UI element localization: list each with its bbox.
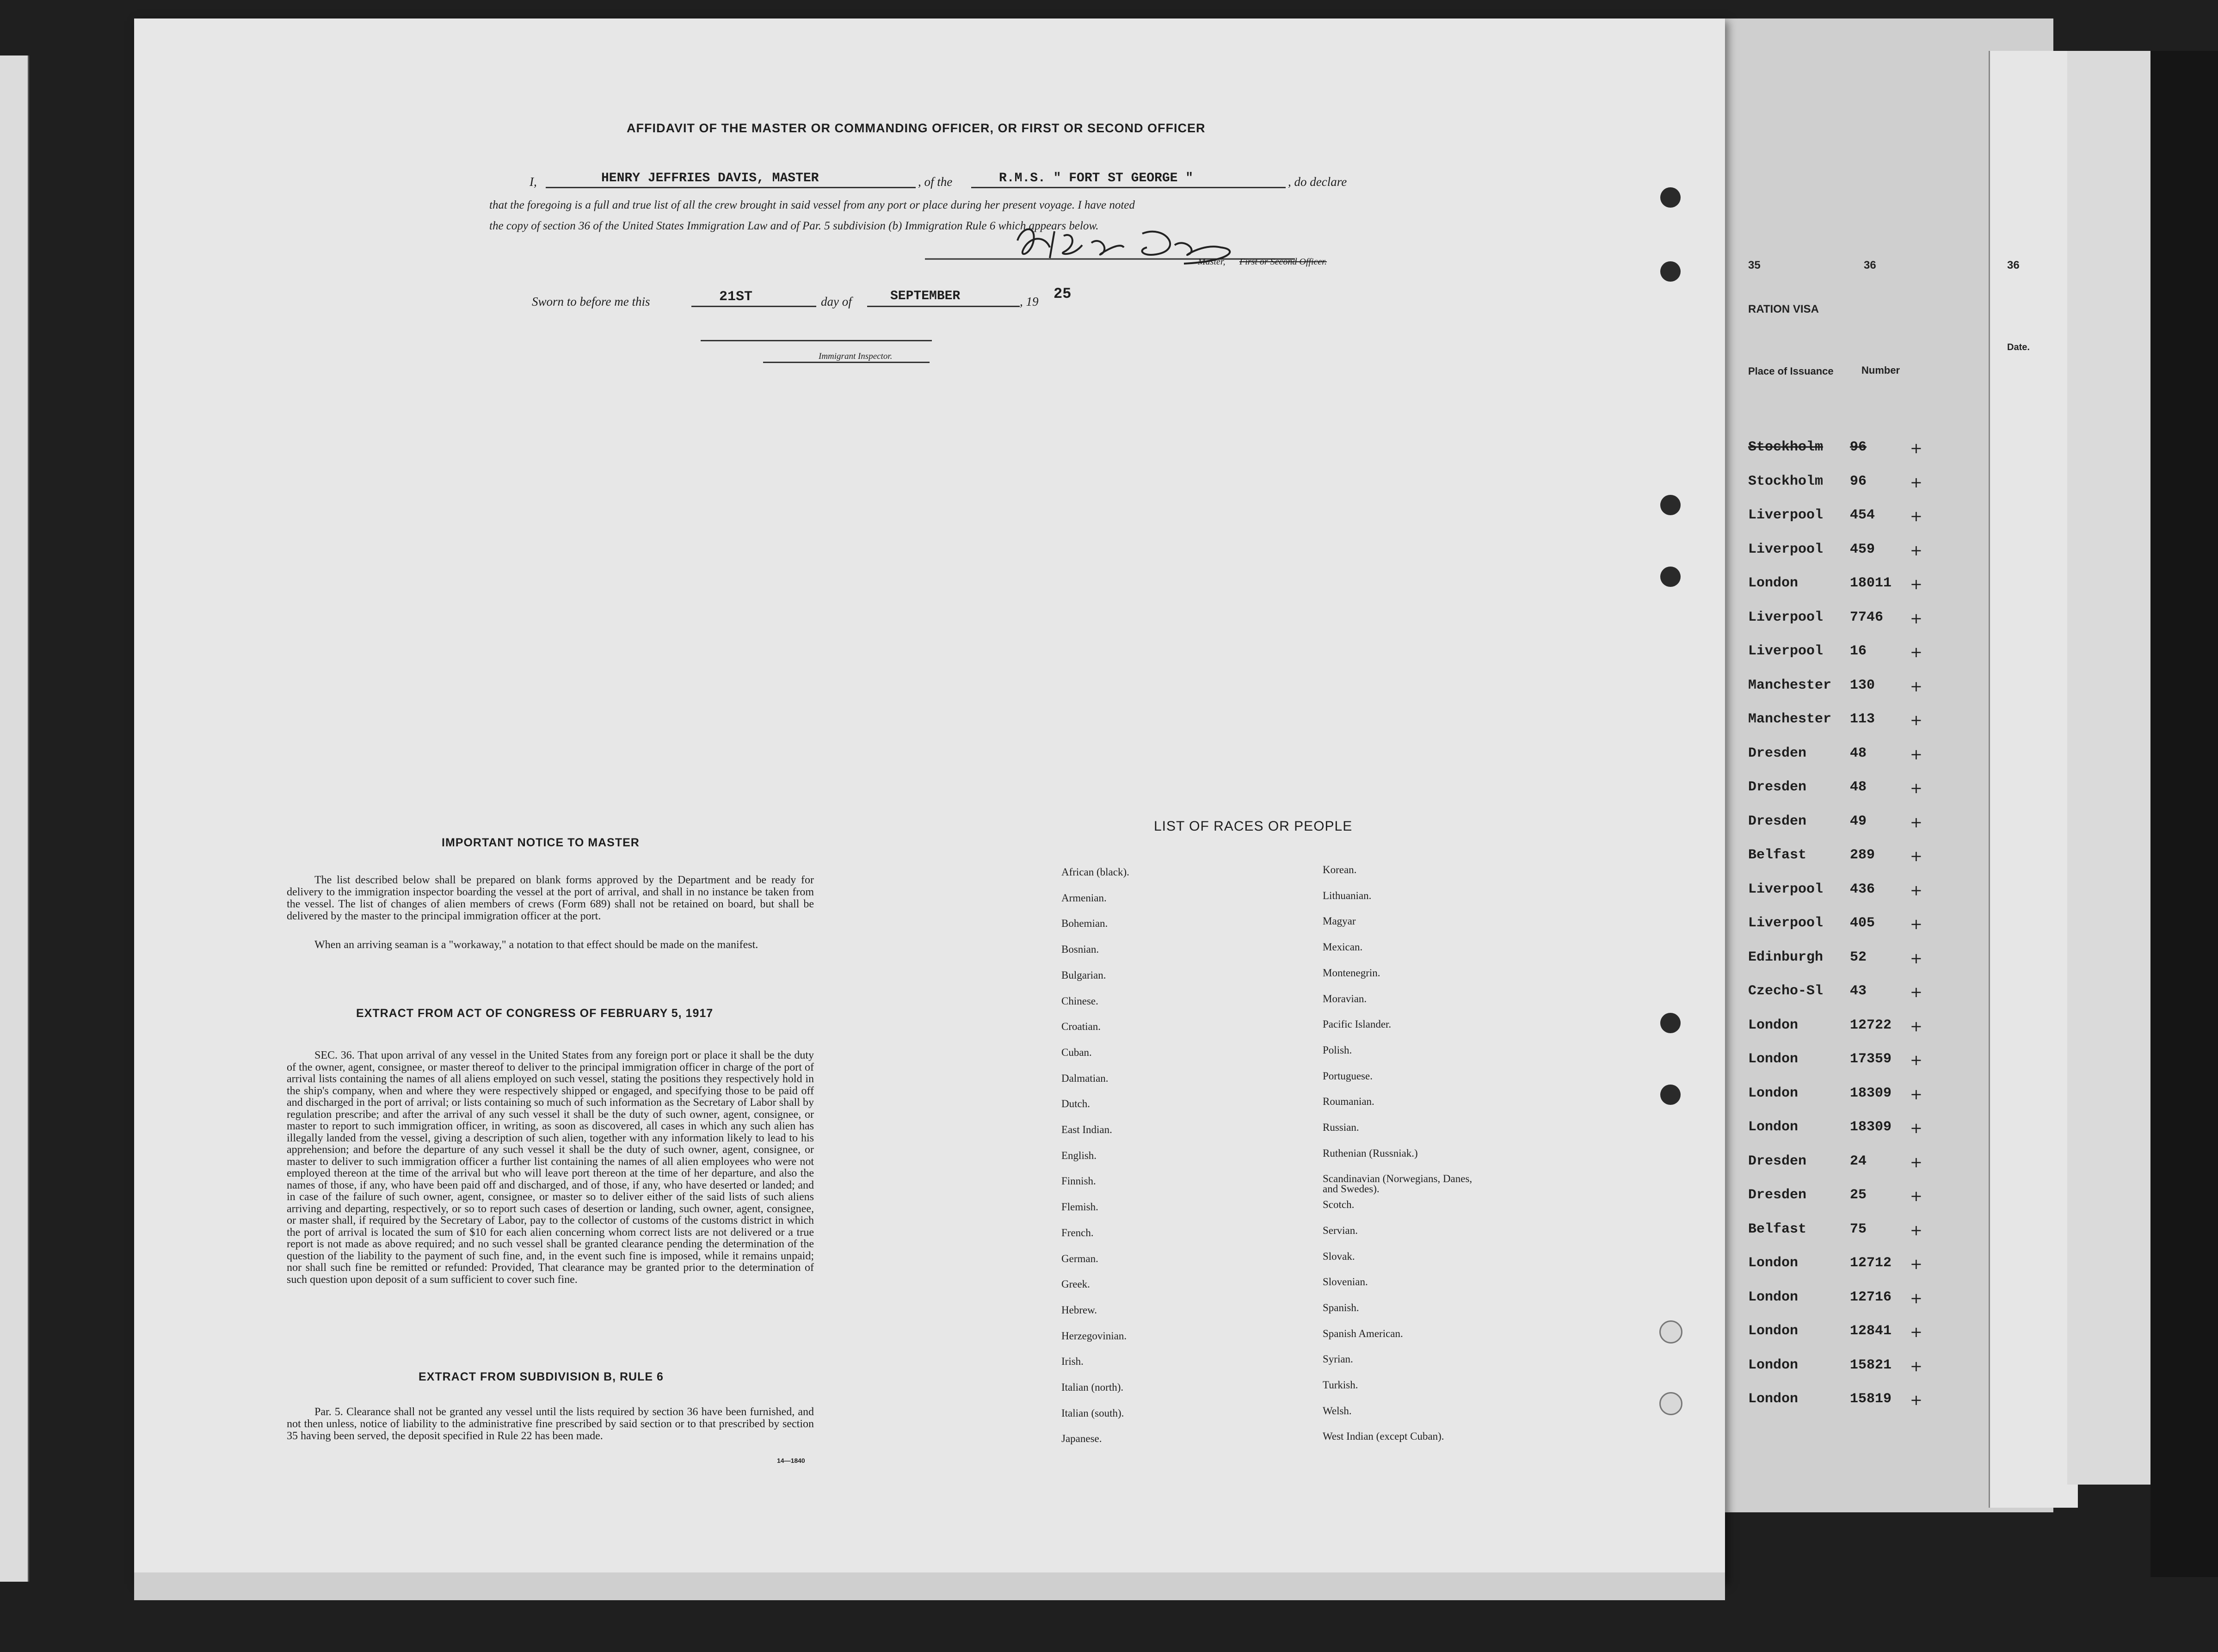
check-mark-icon: + — [1910, 1323, 1922, 1341]
races-left-column — [1061, 867, 1293, 1515]
visa-number: 17359 — [1850, 1051, 1892, 1067]
check-mark-icon: + — [1910, 1357, 1922, 1375]
race-item: Welsh. — [1323, 1405, 1352, 1417]
visa-number: 436 — [1850, 881, 1875, 897]
visa-number: 24 — [1850, 1153, 1867, 1169]
race-item: Ruthenian (Russniak.) — [1323, 1147, 1418, 1159]
place-of-issuance: London — [1748, 1119, 1799, 1135]
check-mark-icon: + — [1910, 1119, 1922, 1137]
sworn-label: Sworn to before me this — [532, 295, 650, 308]
check-mark-icon: + — [1910, 439, 1922, 457]
column-number-35: 35 — [1748, 259, 1761, 271]
visa-number: 96 — [1850, 473, 1867, 489]
manifest-row — [1711, 847, 1998, 875]
check-mark-icon: + — [1910, 507, 1922, 525]
notice-paragraph-2: When an arriving seaman is a "workaway," a notation to that effect should be made on the manifest. — [314, 939, 758, 951]
check-mark-icon: + — [1910, 881, 1922, 899]
place-of-issuance: Liverpool — [1748, 507, 1824, 523]
check-mark-icon: + — [1910, 779, 1922, 797]
manifest-row — [1711, 474, 1998, 501]
race-item: Turkish. — [1323, 1379, 1358, 1391]
vessel-value: R.M.S. " FORT ST GEORGE " — [999, 171, 1194, 185]
i-label: I, — [530, 175, 537, 189]
affidavit-line-2: that the foregoing is a full and true list of all the crew brought in said vessel from any port or place during her present voyage. I have noted — [489, 199, 1135, 211]
check-mark-icon: + — [1910, 1221, 1922, 1239]
extract-rule-text: Par. 5. Clearance shall not be granted any vessel until the lists required by section 36 have been furnished, and not then unless, notice of liability to the administrative fine prescribed by said section or to that prescribed by section 35 having been served, the deposit specified in Rule 22 has been made. — [287, 1406, 814, 1442]
race-item: Chinese. — [1061, 995, 1098, 1007]
manifest-row — [1711, 610, 1998, 637]
form-number: 14—1840 — [777, 1457, 805, 1464]
place-of-issuance: Edinburgh — [1748, 949, 1824, 965]
manifest-row — [1711, 983, 1998, 1011]
date-header: Date. — [2007, 342, 2030, 352]
place-of-issuance: London — [1748, 1357, 1799, 1373]
check-mark-icon: + — [1910, 1153, 1922, 1171]
check-mark-icon: + — [1910, 1391, 1922, 1409]
check-mark-icon: + — [1910, 1085, 1922, 1103]
place-of-issuance: London — [1748, 1255, 1799, 1271]
place-of-issuance: London — [1748, 1017, 1799, 1033]
punch-hole-icon — [1660, 1085, 1681, 1105]
manifest-row — [1711, 1255, 1998, 1283]
year-value: 25 — [1054, 285, 1072, 302]
manifest-row — [1711, 746, 1998, 773]
vessel-field — [971, 171, 1286, 188]
manifest-row — [1711, 439, 1998, 467]
race-item: French. — [1061, 1227, 1094, 1239]
visa-number: 25 — [1850, 1187, 1867, 1203]
race-item: Dalmatian. — [1061, 1072, 1109, 1084]
master-signature — [925, 222, 1341, 277]
punch-hole-icon — [1660, 261, 1681, 282]
race-item: Scotch. — [1323, 1199, 1355, 1211]
column-number-36b: 36 — [2007, 259, 2020, 271]
race-item: Dutch. — [1061, 1098, 1090, 1110]
race-item: Bohemian. — [1061, 918, 1108, 930]
race-item: Roumanian. — [1323, 1096, 1374, 1108]
manifest-row — [1711, 881, 1998, 909]
visa-number: 7746 — [1850, 609, 1884, 625]
year-prefix: , 19 — [1020, 295, 1039, 308]
manifest-row — [1711, 1085, 1998, 1113]
check-mark-icon: + — [1910, 847, 1922, 865]
race-item: Montenegrin. — [1323, 967, 1380, 979]
check-mark-icon: + — [1910, 1289, 1922, 1307]
visa-number: 12722 — [1850, 1017, 1892, 1033]
name-value: HENRY JEFFRIES DAVIS, MASTER — [601, 171, 819, 185]
race-item: Korean. — [1323, 864, 1357, 875]
day-of-label: day of — [821, 295, 852, 308]
manifest-row — [1711, 779, 1998, 807]
day-value: 21ST — [719, 289, 753, 305]
number-header: Number — [1861, 364, 1900, 376]
do-declare-label: , do declare — [1288, 175, 1347, 189]
race-item: Mexican. — [1323, 941, 1363, 953]
race-item: Moravian. — [1323, 992, 1367, 1005]
manifest-row — [1711, 915, 1998, 943]
race-item: Lithuanian. — [1323, 889, 1372, 901]
visa-number: 48 — [1850, 779, 1867, 795]
place-of-issuance: Liverpool — [1748, 541, 1824, 557]
place-of-issuance: Dresden — [1748, 745, 1807, 761]
place-of-issuance: London — [1748, 1289, 1799, 1305]
manifest-row — [1711, 814, 1998, 841]
signature-caption-master: Master, — [1198, 257, 1226, 267]
visa-number: 49 — [1850, 813, 1867, 829]
race-item: African (black). — [1061, 866, 1129, 878]
place-of-issuance: London — [1748, 1323, 1799, 1339]
race-item: Spanish. — [1323, 1301, 1359, 1313]
place-of-issuance: London — [1748, 1391, 1799, 1407]
race-item: Russian. — [1323, 1122, 1359, 1133]
place-of-issuance: Manchester — [1748, 677, 1832, 693]
place-of-issuance: Manchester — [1748, 711, 1832, 727]
visa-number: 289 — [1850, 847, 1875, 863]
place-of-issuance: Czecho-Sl — [1748, 983, 1824, 999]
extract-act-title: EXTRACT FROM ACT OF CONGRESS OF FEBRUARY 5, 1917 — [356, 1007, 714, 1020]
manifest-rows — [1711, 439, 1998, 1549]
races-title: LIST OF RACES OR PEOPLE — [1154, 819, 1353, 834]
notice-paragraph-1: The list described below shall be prepared on blank forms approved by the Department and be ready for delivery to the immigration inspector boarding the vessel at the port of arrival, and shall in no instance be taken from the vessel. The list of changes of alien members of crews (Form 689) shall not be retained on board, but shall be delivered by the master to the principal immigration officer at the port. — [287, 874, 814, 922]
race-item: Pacific Islander. — [1323, 1018, 1392, 1030]
punch-hole-icon — [1659, 1320, 1682, 1344]
race-item: Greek. — [1061, 1278, 1090, 1290]
of-the-label: , of the — [918, 175, 953, 189]
notice-title: IMPORTANT NOTICE TO MASTER — [442, 836, 640, 849]
month-value: SEPTEMBER — [890, 289, 961, 303]
punch-hole-icon — [1660, 567, 1681, 587]
manifest-row — [1711, 1187, 1998, 1215]
check-mark-icon: + — [1910, 813, 1922, 831]
visa-number: 75 — [1850, 1221, 1867, 1237]
manifest-row — [1711, 542, 1998, 569]
visa-number: 12841 — [1850, 1323, 1892, 1339]
place-of-issuance: Belfast — [1748, 847, 1807, 863]
race-item: Herzegovinian. — [1061, 1330, 1127, 1342]
place-of-issuance: Stockholm — [1748, 473, 1824, 489]
check-mark-icon: + — [1910, 1051, 1922, 1069]
name-field — [546, 171, 916, 188]
race-item: Flemish. — [1061, 1201, 1098, 1213]
race-item: Italian (north). — [1061, 1381, 1124, 1393]
manifest-row — [1711, 1289, 1998, 1317]
manifest-row — [1711, 1357, 1998, 1385]
manifest-row — [1711, 1153, 1998, 1181]
place-of-issuance: Belfast — [1748, 1221, 1807, 1237]
place-of-issuance: Dresden — [1748, 1187, 1807, 1203]
visa-section-label: RATION VISA — [1748, 303, 1819, 315]
manifest-row — [1711, 575, 1998, 603]
punch-hole-icon — [1659, 1392, 1682, 1415]
manifest-row — [1711, 1391, 1998, 1419]
check-mark-icon: + — [1910, 915, 1922, 933]
check-mark-icon: + — [1910, 609, 1922, 627]
visa-number: 43 — [1850, 983, 1867, 999]
visa-number: 15821 — [1850, 1357, 1892, 1373]
manifest-row — [1711, 949, 1998, 977]
race-item: Spanish American. — [1323, 1327, 1403, 1339]
race-item: German. — [1061, 1252, 1098, 1264]
race-item: Armenian. — [1061, 892, 1107, 904]
visa-number: 454 — [1850, 507, 1875, 523]
manifest-row — [1711, 1323, 1998, 1351]
check-mark-icon: + — [1910, 949, 1922, 967]
month-field — [867, 289, 1020, 307]
manifest-row — [1711, 1017, 1998, 1045]
visa-number: 405 — [1850, 915, 1875, 931]
visa-number: 12712 — [1850, 1255, 1892, 1271]
race-item: English. — [1061, 1149, 1097, 1161]
race-item: Portuguese. — [1323, 1070, 1373, 1082]
binder-left-edge — [0, 55, 29, 1582]
race-item: Slovak. — [1323, 1250, 1355, 1262]
race-item: Syrian. — [1323, 1353, 1353, 1365]
race-item: Bulgarian. — [1061, 969, 1106, 981]
check-mark-icon: + — [1910, 1187, 1922, 1205]
place-of-issuance: Dresden — [1748, 779, 1807, 795]
race-item: Servian. — [1323, 1224, 1358, 1236]
race-item: Irish. — [1061, 1356, 1084, 1368]
check-mark-icon: + — [1910, 473, 1922, 491]
check-mark-icon: + — [1910, 1017, 1922, 1035]
race-item: Hebrew. — [1061, 1304, 1097, 1316]
check-mark-icon: + — [1910, 677, 1922, 695]
check-mark-icon: + — [1910, 643, 1922, 661]
punch-hole-icon — [1660, 187, 1681, 208]
visa-number: 459 — [1850, 541, 1875, 557]
visa-number: 48 — [1850, 745, 1867, 761]
place-of-issuance: London — [1748, 575, 1799, 591]
visa-number: 18011 — [1850, 575, 1892, 591]
manifest-row — [1711, 1221, 1998, 1249]
race-item: Magyar — [1323, 915, 1356, 927]
race-item: Italian (south). — [1061, 1407, 1124, 1419]
punch-hole-icon — [1660, 1013, 1681, 1033]
check-mark-icon: + — [1910, 711, 1922, 729]
place-of-issuance: Liverpool — [1748, 643, 1824, 659]
place-of-issuance: Liverpool — [1748, 915, 1824, 931]
visa-number: 12716 — [1850, 1289, 1892, 1305]
affidavit-line-3: the copy of section 36 of the United States Immigration Law and of Par. 5 subdivision (b) Immigration Rule 6 which appears below. — [489, 220, 1099, 232]
race-item: Polish. — [1323, 1044, 1352, 1056]
manifest-row — [1711, 678, 1998, 705]
visa-number: 16 — [1850, 643, 1867, 659]
race-item: Croatian. — [1061, 1021, 1101, 1033]
check-mark-icon: + — [1910, 983, 1922, 1001]
manifest-columns — [1711, 240, 2030, 1582]
day-field — [691, 289, 816, 307]
inspector-signature-line — [701, 331, 932, 341]
check-mark-icon: + — [1910, 745, 1922, 763]
place-of-issuance-header: Place of Issuance — [1748, 365, 1834, 377]
column-number-36: 36 — [1864, 259, 1876, 271]
check-mark-icon: + — [1910, 1255, 1922, 1273]
binder-right-edge — [2150, 51, 2218, 1577]
race-item: Cuban. — [1061, 1046, 1092, 1058]
manifest-row — [1711, 711, 1998, 739]
visa-number: 52 — [1850, 949, 1867, 965]
visa-number: 18309 — [1850, 1085, 1892, 1101]
race-item: West Indian (except Cuban). — [1323, 1430, 1444, 1442]
race-item: Slovenian. — [1323, 1276, 1368, 1288]
place-of-issuance: Dresden — [1748, 1153, 1807, 1169]
race-item: Japanese. — [1061, 1433, 1102, 1445]
punch-hole-icon — [1660, 495, 1681, 515]
visa-number: 96 — [1850, 439, 1867, 455]
place-of-issuance: London — [1748, 1085, 1799, 1101]
race-item: East Indian. — [1061, 1124, 1112, 1135]
page-bottom-edge — [134, 1572, 1725, 1600]
race-item: Scandinavian (Norwegians, Danes, and Swedes). — [1323, 1173, 1473, 1195]
inspector-caption: Immigrant Inspector. — [819, 351, 893, 361]
race-item: Finnish. — [1061, 1175, 1096, 1187]
visa-number: 15819 — [1850, 1391, 1892, 1407]
signature-caption-officer: First or Second Officer. — [1239, 257, 1327, 267]
visa-number: 113 — [1850, 711, 1875, 727]
place-of-issuance: Stockholm — [1748, 439, 1824, 455]
manifest-row — [1711, 643, 1998, 671]
manifest-row — [1711, 1051, 1998, 1079]
check-mark-icon: + — [1910, 575, 1922, 593]
underlying-sheet-edge — [1989, 51, 2078, 1508]
place-of-issuance: London — [1748, 1051, 1799, 1067]
visa-number: 130 — [1850, 677, 1875, 693]
race-item: Bosnian. — [1061, 943, 1099, 955]
manifest-row — [1711, 1119, 1998, 1147]
extract-act-text: SEC. 36. That upon arrival of any vessel in the United States from any foreign port or place it shall be the duty of the owner, agent, consignee, or master thereof to deliver to the principal immigration officer in charge of the port of arrival lists containing the names of all aliens employed on such vessel, stating the positions they respectively hold in the ship's company, when and where they were respectively shipped or engaged, and specifying those to be paid off and discharged in the port of arrival; or lists containing so much of such information as the Secretary of Labor shall by regulation prescribe; and after the arrival of any such vessel it shall be the duty of such owner, agent, consignee, or master to report to such immigration officer, in writing, as soon as discovered, all cases in which any such alien has illegally landed from the vessel, giving a description of such alien, together with any information likely to lead to his apprehension; and before the departure of any such vessel it shall be the duty of such owner, agent, consignee, or master to deliver to such immigration officer a further list containing the names of all alien employees who were not employed thereon at the time of the arrival but who will leave port thereon at the time of her departure, and also the names of those, if any, who have been paid off and discharged, and of those, if any, who have deserted or landed; and in case of the failure of such owner, agent, consignee, or master so to deliver either of the said lists of such aliens arriving and departing, respectively, or so to report such cases of desertion or landing, such owner, agent, consignee, or master shall, if required by the Secretary of Labor, pay to the collector of customs of the customs district in which the port of arrival is located the sum of $10 for each alien concerning whom correct lists are not delivered or a true report is not made as above required; and no such vessel shall be granted clearance pending the determination of the question of the liability to the payment of such fine, and, in the event such fine is imposed, while it remains unpaid; nor shall such fine be remitted or refunded: Provided, That clearance may be granted prior to the determination of such question upon deposit of a sum sufficient to cover such fine. — [287, 1049, 814, 1286]
affidavit-title: AFFIDAVIT OF THE MASTER OR COMMANDING OFFICER, OR FIRST OR SECOND OFFICER — [627, 121, 1206, 135]
manifest-row — [1711, 507, 1998, 535]
place-of-issuance: Dresden — [1748, 813, 1807, 829]
underlying-sheet-edge-2 — [2067, 51, 2150, 1485]
place-of-issuance: Liverpool — [1748, 609, 1824, 625]
extract-rule-title: EXTRACT FROM SUBDIVISION B, RULE 6 — [419, 1370, 664, 1383]
place-of-issuance: Liverpool — [1748, 881, 1824, 897]
races-right-column — [1323, 865, 1531, 1512]
check-mark-icon: + — [1910, 541, 1922, 559]
visa-number: 18309 — [1850, 1119, 1892, 1135]
